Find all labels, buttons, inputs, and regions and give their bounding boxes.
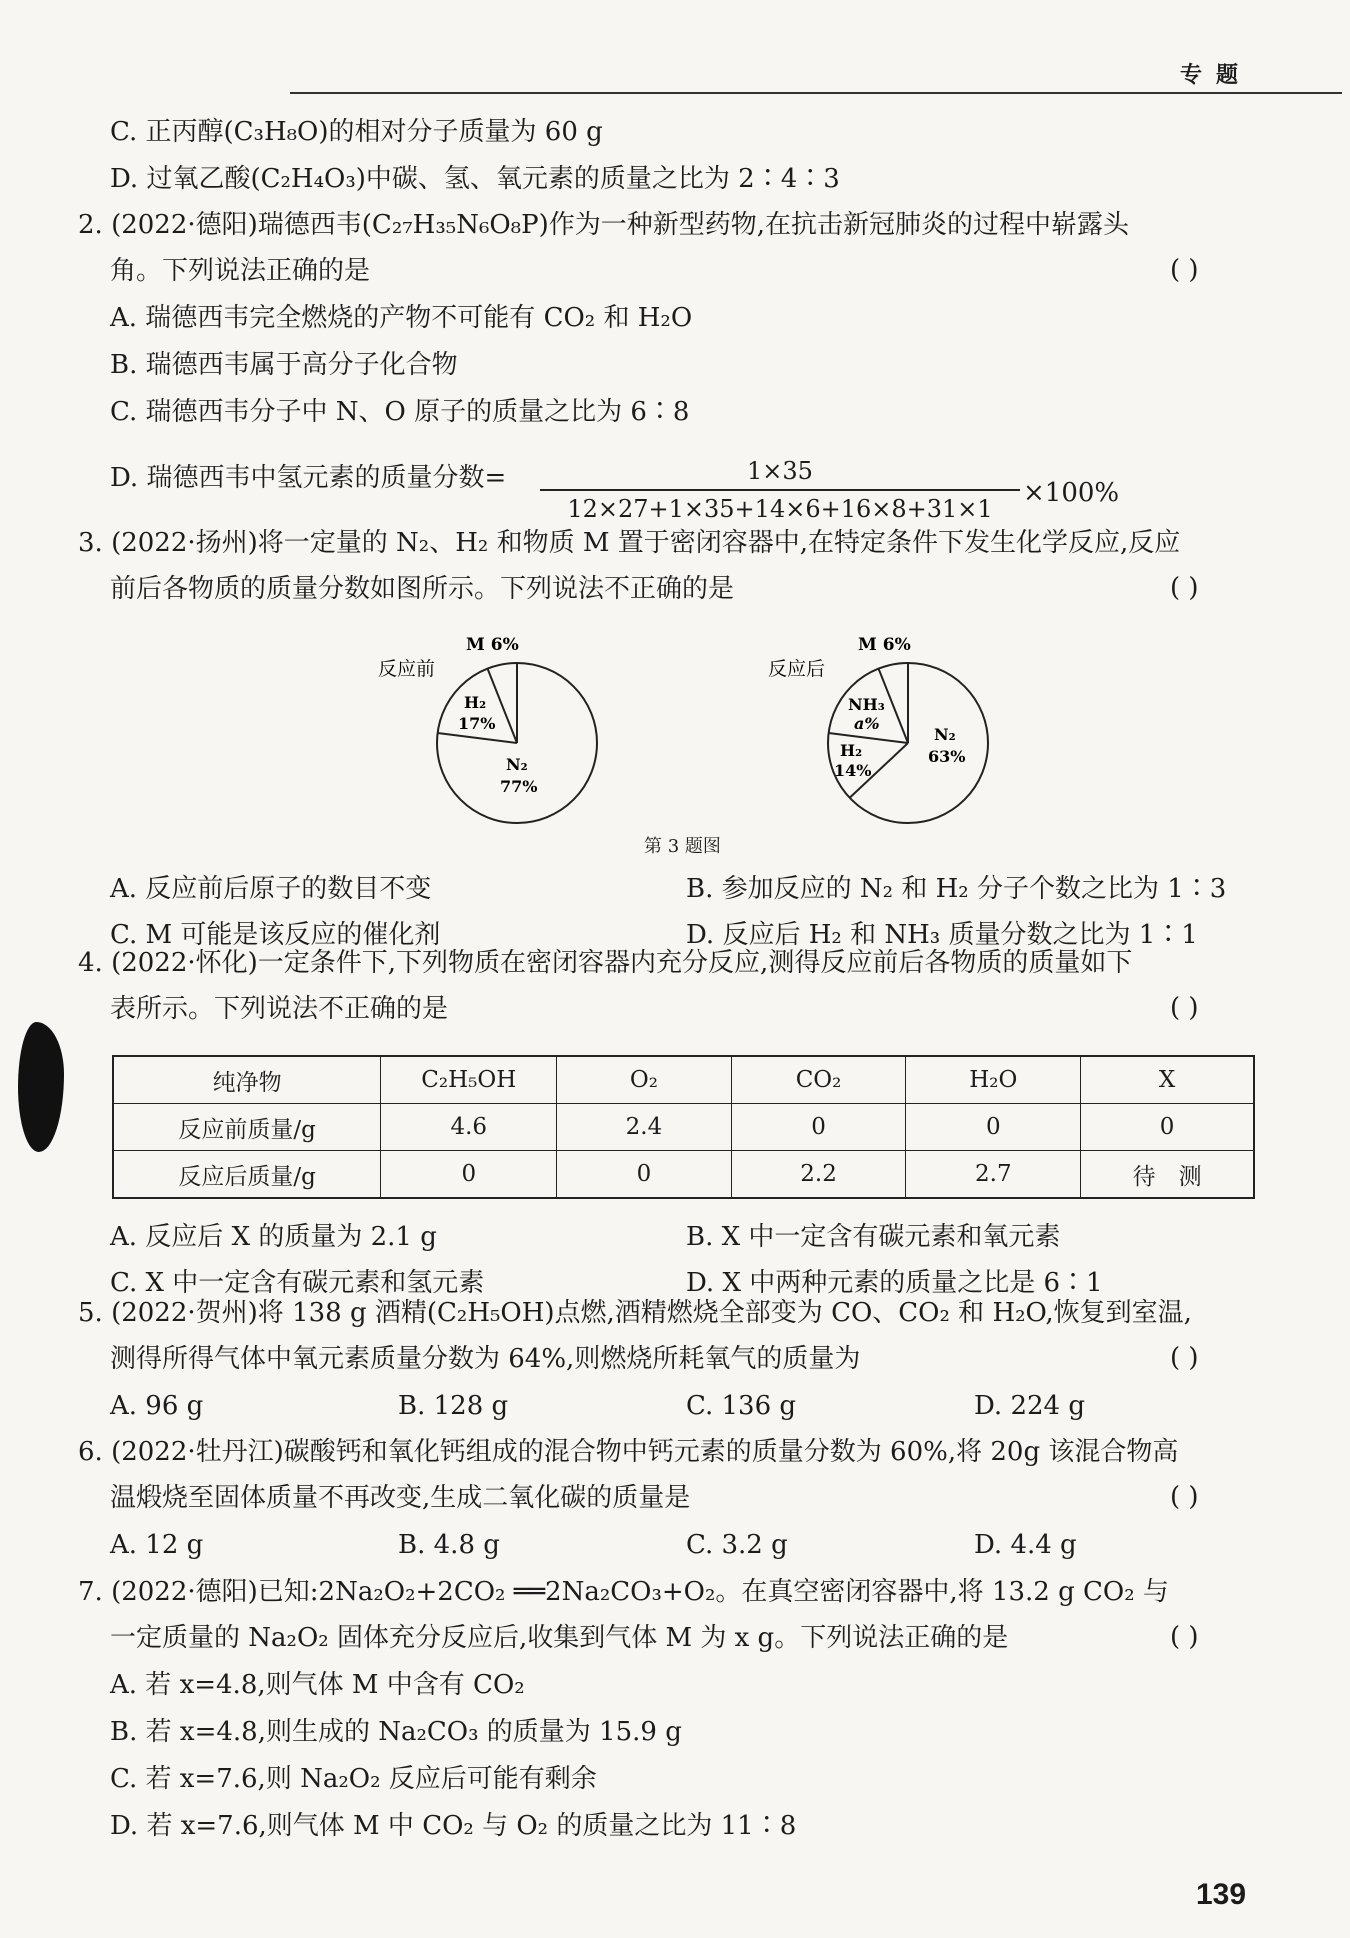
table-cell: 2.4: [557, 1104, 731, 1151]
pie-before-n2-label: 77%: [500, 777, 538, 796]
option-item: B. 4.8 g: [398, 1530, 500, 1560]
text-line: A. 瑞德西韦完全燃烧的产物不可能有 CO₂ 和 H₂O: [110, 303, 693, 333]
text-line: 5. (2022·贺州)将 138 g 酒精(C₂H₅OH)点燃,酒精燃烧全部变为 CO、CO₂ 和 H₂O,恢复到室温,: [78, 1298, 1192, 1328]
pie-divider: [438, 733, 517, 743]
scan-artifact: [18, 1022, 64, 1152]
pie-before-title: 反应前: [378, 658, 436, 680]
pie-after-nh3-label: a%: [854, 714, 880, 733]
answer-blank: ( ): [1170, 1622, 1199, 1652]
table-cell: 0: [557, 1151, 731, 1199]
text-line: B. 瑞德西韦属于高分子化合物: [110, 350, 458, 380]
text-line: 表所示。下列说法不正确的是: [110, 994, 449, 1024]
text-line: 一定质量的 Na₂O₂ 固体充分反应后,收集到气体 M 为 x g。下列说法正确的是: [110, 1623, 1009, 1653]
table-cell: CO₂: [731, 1056, 906, 1104]
option-item: B. 128 g: [398, 1391, 509, 1421]
option-item: D. 4.4 g: [974, 1530, 1077, 1560]
option-item: C. X 中一定含有碳元素和氢元素: [110, 1268, 485, 1298]
pie-after-h2-name: H₂: [840, 741, 863, 760]
option-item: B. X 中一定含有碳元素和氧元素: [686, 1222, 1061, 1252]
option-item: C. M 可能是该反应的催化剂: [110, 920, 441, 950]
pie-after-n2-name: N₂: [934, 725, 956, 744]
table-cell: 0: [906, 1104, 1081, 1151]
mass-fraction-formula: [540, 457, 1020, 523]
table-cell: C₂H₅OH: [381, 1056, 557, 1104]
text-line: D. 过氧乙酸(C₂H₄O₃)中碳、氢、氧元素的质量之比为 2∶4∶3: [110, 164, 840, 194]
text-line: 温煅烧至固体质量不再改变,生成二氧化碳的质量是: [110, 1483, 691, 1513]
text-line: 前后各物质的质量分数如图所示。下列说法不正确的是: [110, 574, 735, 604]
table-cell: 反应前质量/g: [113, 1104, 381, 1151]
text-line: C. 瑞德西韦分子中 N、O 原子的质量之比为 6∶8: [110, 397, 690, 427]
table-row: [113, 1104, 1254, 1151]
text-line: 3. (2022·扬州)将一定量的 N₂、H₂ 和物质 M 置于密闭容器中,在特定条件下发生化学反应,反应: [78, 528, 1181, 558]
answer-blank: ( ): [1170, 1343, 1199, 1373]
answer-blank: ( ): [1170, 255, 1199, 285]
table-cell: 2.2: [731, 1151, 906, 1199]
option-item: D. 224 g: [974, 1391, 1085, 1421]
pie-before-h2-name: H₂: [464, 693, 487, 712]
table-cell: 待 测: [1081, 1151, 1254, 1199]
text-line: 6. (2022·牡丹江)碳酸钙和氧化钙组成的混合物中钙元素的质量分数为 60%,将 20g 该混合物高: [78, 1437, 1179, 1467]
answer-blank: ( ): [1170, 993, 1199, 1023]
section-header: 专题: [1180, 63, 1253, 88]
text-line: C. 正丙醇(C₃H₈O)的相对分子质量为 60 g: [110, 117, 603, 147]
table-row: [113, 1151, 1254, 1199]
option-item: A. 反应前后原子的数目不变: [110, 874, 432, 904]
figure-caption: 第 3 题图: [644, 836, 721, 857]
header-rule: [290, 92, 1342, 94]
fraction-denominator: 12×27+1×35+14×6+16×8+31×1: [567, 495, 993, 523]
text-line: B. 若 x=4.8,则生成的 Na₂CO₃ 的质量为 15.9 g: [110, 1717, 682, 1747]
option-item: D. 反应后 H₂ 和 NH₃ 质量分数之比为 1∶1: [686, 920, 1198, 950]
pie-before-m-label: M 6%: [466, 635, 519, 655]
table-cell: 反应后质量/g: [113, 1151, 381, 1199]
option-item: A. 12 g: [110, 1530, 204, 1560]
pie-after-title: 反应后: [768, 658, 826, 680]
pie-before-h2-label: 17%: [458, 714, 496, 733]
table-cell: O₂: [557, 1056, 731, 1104]
pie-after-h2-label: 14%: [834, 761, 872, 780]
text-line: 测得所得气体中氧元素质量分数为 64%,则燃烧所耗氧气的质量为: [110, 1344, 861, 1374]
table-cell: 0: [1081, 1104, 1254, 1151]
text-line: A. 若 x=4.8,则气体 M 中含有 CO₂: [110, 1670, 525, 1700]
pie-after-n2-label: 63%: [928, 747, 966, 766]
table-cell: H₂O: [906, 1056, 1081, 1104]
text-line: 2. (2022·德阳)瑞德西韦(C₂₇H₃₅N₆O₈P)作为一种新型药物,在抗击新冠肺炎的过程中崭露头: [78, 210, 1130, 240]
table-cell: 0: [731, 1104, 906, 1151]
text-line: 7. (2022·德阳)已知:2Na₂O₂+2CO₂ ══2Na₂CO₃+O₂。在真空密闭容器中,将 13.2 g CO₂ 与: [78, 1577, 1169, 1607]
option-item: C. 136 g: [686, 1391, 797, 1421]
text-line: 4. (2022·怀化)一定条件下,下列物质在密闭容器内充分反应,测得反应前后各物质的质量如下: [78, 948, 1133, 978]
table-cell: 2.7: [906, 1151, 1081, 1199]
pie-after-nh3-name: NH₃: [848, 695, 885, 714]
table-cell: X: [1081, 1056, 1254, 1104]
option-item: B. 参加反应的 N₂ 和 H₂ 分子个数之比为 1∶3: [686, 874, 1227, 904]
reaction-mass-table: [112, 1055, 1255, 1199]
page-number: 139: [1196, 1878, 1247, 1911]
pie-after-m-label: M 6%: [858, 635, 911, 655]
table-cell: 0: [381, 1151, 557, 1199]
pie-before-n2-name: N₂: [506, 755, 528, 774]
table-header-row: [113, 1056, 1254, 1104]
option-item: A. 反应后 X 的质量为 2.1 g: [110, 1222, 437, 1252]
text-line: D. 瑞德西韦中氢元素的质量分数=: [110, 463, 507, 493]
table-cell: 4.6: [381, 1104, 557, 1151]
option-item: D. X 中两种元素的质量之比是 6∶1: [686, 1268, 1103, 1298]
option-item: A. 96 g: [110, 1391, 204, 1421]
text-line: C. 若 x=7.6,则 Na₂O₂ 反应后可能有剩余: [110, 1764, 597, 1794]
table-cell: 纯净物: [113, 1056, 381, 1104]
fraction-numerator: 1×35: [747, 457, 813, 485]
option-item: C. 3.2 g: [686, 1530, 788, 1560]
answer-blank: ( ): [1170, 573, 1199, 603]
text-line: D. 若 x=7.6,则气体 M 中 CO₂ 与 O₂ 的质量之比为 11∶8: [110, 1811, 797, 1841]
answer-blank: ( ): [1170, 1482, 1199, 1512]
text-line: 角。下列说法正确的是: [110, 256, 371, 286]
fraction-tail: ×100%: [1023, 478, 1120, 508]
